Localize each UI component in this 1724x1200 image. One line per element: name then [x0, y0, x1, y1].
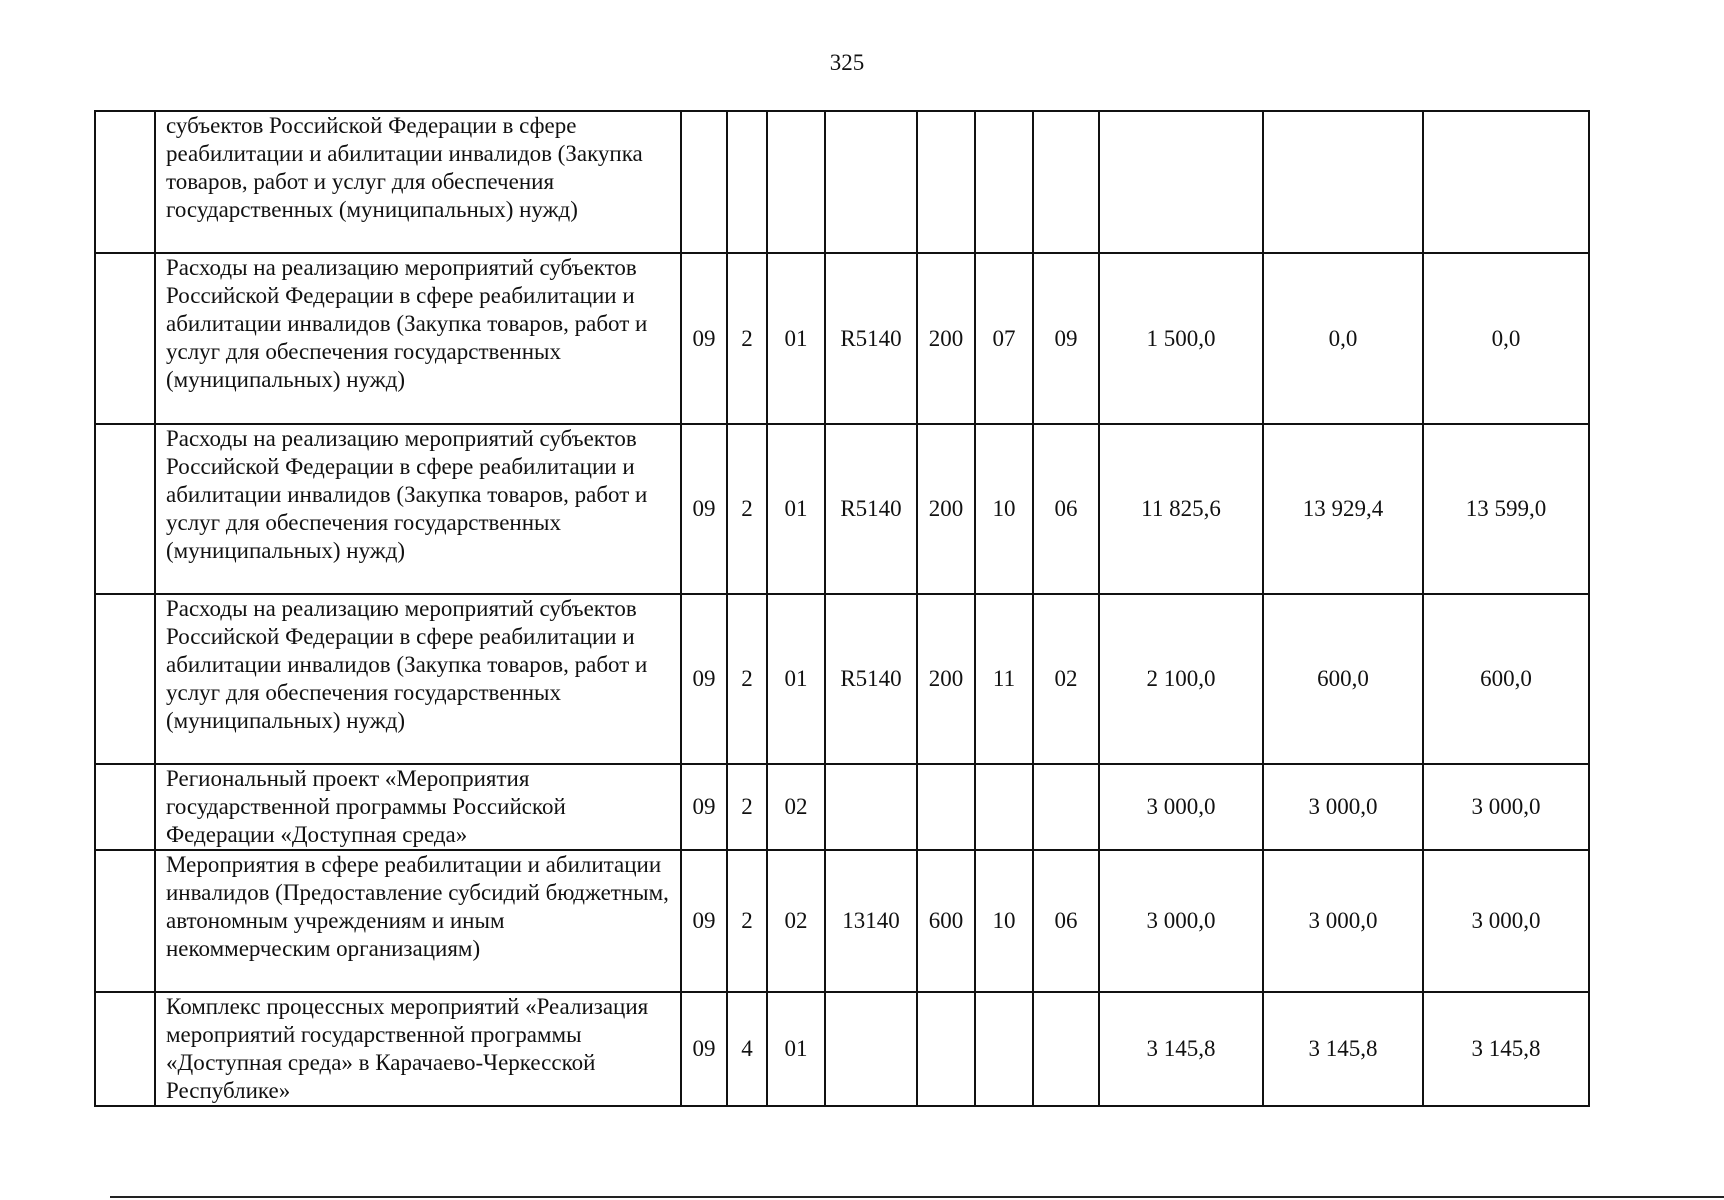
- target-article-cell: R5140: [825, 253, 917, 424]
- table-row: [95, 850, 1589, 992]
- table-row: [95, 111, 1589, 253]
- code-cell: [767, 111, 825, 253]
- expense-type-cell: 200: [917, 253, 975, 424]
- expense-name: Расходы на реализацию мероприятий субъектов Российской Федерации в сфере реабилитации и абилитации инвалидов (Закупка товаров, работ и услуг для обеспечения государственных (муниципальных) нужд): [155, 594, 681, 764]
- expense-type-cell: 200: [917, 424, 975, 594]
- section-cell: 11: [975, 594, 1033, 764]
- row-number-cell: [95, 850, 155, 992]
- row-number-cell: [95, 764, 155, 850]
- code-cell: 01: [767, 992, 825, 1106]
- target-article-cell: 13140: [825, 850, 917, 992]
- section-cell: 07: [975, 253, 1033, 424]
- amount-cell: [1099, 111, 1263, 253]
- expense-name: Региональный проект «Мероприятия государственной программы Российской Федерации «Доступная среда»: [155, 764, 681, 850]
- code-cell: 01: [767, 594, 825, 764]
- code-cell: [681, 111, 727, 253]
- amount-cell: 3 000,0: [1099, 764, 1263, 850]
- amount-cell: 3 000,0: [1263, 764, 1423, 850]
- row-number-cell: [95, 253, 155, 424]
- row-number-cell: [95, 111, 155, 253]
- table-row: [95, 424, 1589, 594]
- expense-type-cell: [917, 764, 975, 850]
- target-article-cell: R5140: [825, 594, 917, 764]
- amount-cell: 600,0: [1423, 594, 1589, 764]
- amount-cell: 0,0: [1423, 253, 1589, 424]
- expense-type-cell: 200: [917, 594, 975, 764]
- amount-cell: 0,0: [1263, 253, 1423, 424]
- code-cell: 09: [681, 594, 727, 764]
- subsection-cell: 02: [1033, 594, 1099, 764]
- code-cell: 02: [767, 764, 825, 850]
- code-cell: 2: [727, 850, 767, 992]
- budget-table: [94, 110, 1590, 1107]
- amount-cell: [1423, 111, 1589, 253]
- code-cell: 01: [767, 253, 825, 424]
- page-number: 325: [829, 50, 865, 75]
- amount-cell: 3 000,0: [1263, 850, 1423, 992]
- row-number-cell: [95, 594, 155, 764]
- amount-cell: 11 825,6: [1099, 424, 1263, 594]
- table-row: [95, 253, 1589, 424]
- row-number-cell: [95, 424, 155, 594]
- code-cell: 02: [767, 850, 825, 992]
- code-cell: 09: [681, 424, 727, 594]
- amount-cell: 1 500,0: [1099, 253, 1263, 424]
- expense-name: Расходы на реализацию мероприятий субъектов Российской Федерации в сфере реабилитации и абилитации инвалидов (Закупка товаров, работ и услуг для обеспечения государственных (муниципальных) нужд): [155, 253, 681, 424]
- section-cell: [975, 764, 1033, 850]
- code-cell: 09: [681, 764, 727, 850]
- table-row: [95, 992, 1589, 1106]
- amount-cell: 3 000,0: [1423, 764, 1589, 850]
- row-number-cell: [95, 992, 155, 1106]
- code-cell: 2: [727, 424, 767, 594]
- table-row: [95, 764, 1589, 850]
- expense-name: Расходы на реализацию мероприятий субъектов Российской Федерации в сфере реабилитации и абилитации инвалидов (Закупка товаров, работ и услуг для обеспечения государственных (муниципальных) нужд): [155, 424, 681, 594]
- subsection-cell: [1033, 764, 1099, 850]
- amount-cell: 3 145,8: [1263, 992, 1423, 1106]
- expense-type-cell: [917, 111, 975, 253]
- code-cell: 4: [727, 992, 767, 1106]
- amount-cell: 13 929,4: [1263, 424, 1423, 594]
- code-cell: 09: [681, 992, 727, 1106]
- section-cell: 10: [975, 850, 1033, 992]
- code-cell: 2: [727, 764, 767, 850]
- expense-name: Мероприятия в сфере реабилитации и абилитации инвалидов (Предоставление субсидий бюджетным, автономным учреждениям и иным некоммерческим организациям): [155, 850, 681, 992]
- expense-name: Комплекс процессных мероприятий «Реализация мероприятий государственной программы «Доступная среда» в Карачаево-Черкесской Республике»: [155, 992, 681, 1106]
- amount-cell: 3 145,8: [1099, 992, 1263, 1106]
- amount-cell: [1263, 111, 1423, 253]
- section-cell: [975, 111, 1033, 253]
- code-cell: 01: [767, 424, 825, 594]
- target-article-cell: [825, 764, 917, 850]
- target-article-cell: [825, 992, 917, 1106]
- subsection-cell: 06: [1033, 850, 1099, 992]
- expense-type-cell: [917, 992, 975, 1106]
- amount-cell: 600,0: [1263, 594, 1423, 764]
- subsection-cell: [1033, 111, 1099, 253]
- amount-cell: 2 100,0: [1099, 594, 1263, 764]
- subsection-cell: 06: [1033, 424, 1099, 594]
- target-article-cell: R5140: [825, 424, 917, 594]
- code-cell: 2: [727, 594, 767, 764]
- subsection-cell: 09: [1033, 253, 1099, 424]
- amount-cell: 3 145,8: [1423, 992, 1589, 1106]
- section-cell: [975, 992, 1033, 1106]
- target-article-cell: [825, 111, 917, 253]
- subsection-cell: [1033, 992, 1099, 1106]
- code-cell: 09: [681, 253, 727, 424]
- amount-cell: 13 599,0: [1423, 424, 1589, 594]
- code-cell: 2: [727, 253, 767, 424]
- table-row: [95, 594, 1589, 764]
- amount-cell: 3 000,0: [1099, 850, 1263, 992]
- expense-name: субъектов Российской Федерации в сфере реабилитации и абилитации инвалидов (Закупка товаров, работ и услуг для обеспечения государственных (муниципальных) нужд): [155, 111, 681, 253]
- code-cell: [727, 111, 767, 253]
- expense-type-cell: 600: [917, 850, 975, 992]
- section-cell: 10: [975, 424, 1033, 594]
- code-cell: 09: [681, 850, 727, 992]
- page-bottom-rule: [110, 1196, 1724, 1198]
- amount-cell: 3 000,0: [1423, 850, 1589, 992]
